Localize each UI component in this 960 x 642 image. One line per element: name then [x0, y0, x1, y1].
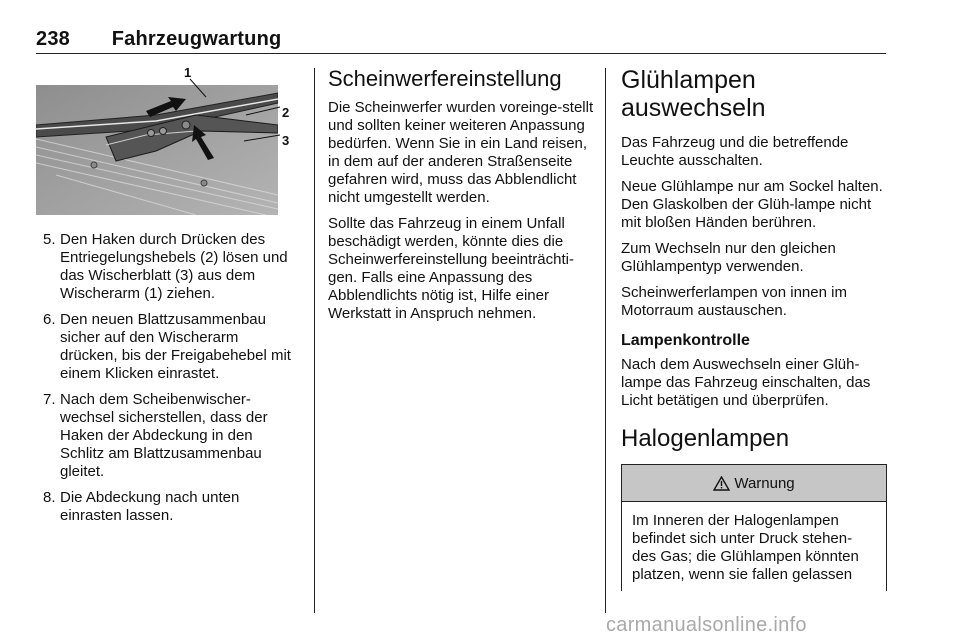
warning-box [621, 464, 887, 591]
callout-3: 3 [282, 133, 290, 148]
subsection-title-lampenkontrolle: Lampenkontrolle [621, 332, 750, 349]
column-divider-1 [314, 68, 315, 613]
step-number: 6. [43, 311, 56, 328]
list-item [36, 231, 298, 303]
callout-2: 2 [282, 105, 290, 120]
step-text: Die Abdeckung nach unten einrasten lassen. [60, 489, 240, 524]
column-left [36, 65, 298, 533]
column-divider-2 [605, 68, 606, 613]
warning-header [622, 465, 886, 502]
title-line-2: auswechseln [621, 94, 766, 122]
step-text: Nach dem Scheibenwischer-wechsel sicherstellen, dass der Haken der Abdeckung in den Schlitz am Blattzusammenbau gleitet. [60, 391, 268, 480]
step-number: 7. [43, 391, 56, 408]
callout-1: 1 [184, 65, 192, 80]
list-item [36, 311, 298, 383]
wiper-steps-list [36, 231, 298, 525]
column-middle [328, 66, 596, 331]
section-title-halogenlampen: Halogenlampen [621, 425, 790, 452]
paragraph: Scheinwerferlampen von innen im Motorraum austauschen. [621, 284, 847, 319]
section-title-scheinwerfereinstellung: Scheinwerfereinstellung [328, 66, 562, 91]
warning-text: Im Inneren der Halogenlampen befindet sich unter Druck stehen-des Gas; die Glühlampen könnten platzen, wenn sie fallen gelassen [632, 512, 859, 583]
page-number: 238 [36, 28, 70, 50]
paragraph: Sollte das Fahrzeug in einem Unfall beschädigt werden, könnte dies die Scheinwerfereinstellung beeinträchti-gen. Falls eine Anpassung des Abblendlichts nötig ist, Hilfe einer Werkstatt in Anspruch nehmen. [328, 215, 574, 322]
step-number: 5. [43, 231, 56, 248]
step-text: Den Haken durch Drücken des Entriegelungshebels (2) lösen und das Wischerblatt (3) aus dem Wischerarm (1) ziehen. [60, 231, 288, 302]
list-item [36, 391, 298, 481]
page-header [36, 28, 281, 51]
paragraph: Die Scheinwerfer wurden voreinge-stellt und sollten keiner weiteren Anpassung bedürfen. Wenn Sie in ein Land reisen, in dem auf der anderen Straßenseite gefahren wird, muss das Abblendlicht nicht umgestellt werden. [328, 99, 594, 206]
paragraph: Zum Wechseln nur den gleichen Glühlampentyp verwenden. [621, 240, 836, 275]
header-rule [36, 53, 886, 54]
page-title: Fahrzeugwartung [111, 28, 282, 50]
callout-leader-lines [186, 77, 286, 147]
section-title-gluehlampen [621, 66, 887, 122]
warning-label: Warnung [734, 474, 795, 492]
step-text: Den neuen Blattzusammenbau sicher auf den Wischerarm drücken, bis der Freigabehebel mit einem Klicken einrastet. [60, 311, 291, 382]
list-item [36, 489, 298, 525]
watermark: carmanualsonline.info [606, 614, 807, 636]
step-number: 8. [43, 489, 56, 506]
paragraph: Neue Glühlampe nur am Sockel halten. Den Glaskolben der Glüh-lampe nicht mit bloßen Händen berühren. [621, 178, 883, 231]
paragraph: Nach dem Auswechseln einer Glüh-lampe das Fahrzeug einschalten, das Licht betätigen und überprüfen. [621, 356, 871, 409]
warning-triangle-icon [713, 476, 730, 491]
column-right [621, 66, 887, 591]
title-line-1: Glühlampen [621, 66, 756, 94]
paragraph: Das Fahrzeug und die betreffende Leuchte ausschalten. [621, 134, 849, 169]
